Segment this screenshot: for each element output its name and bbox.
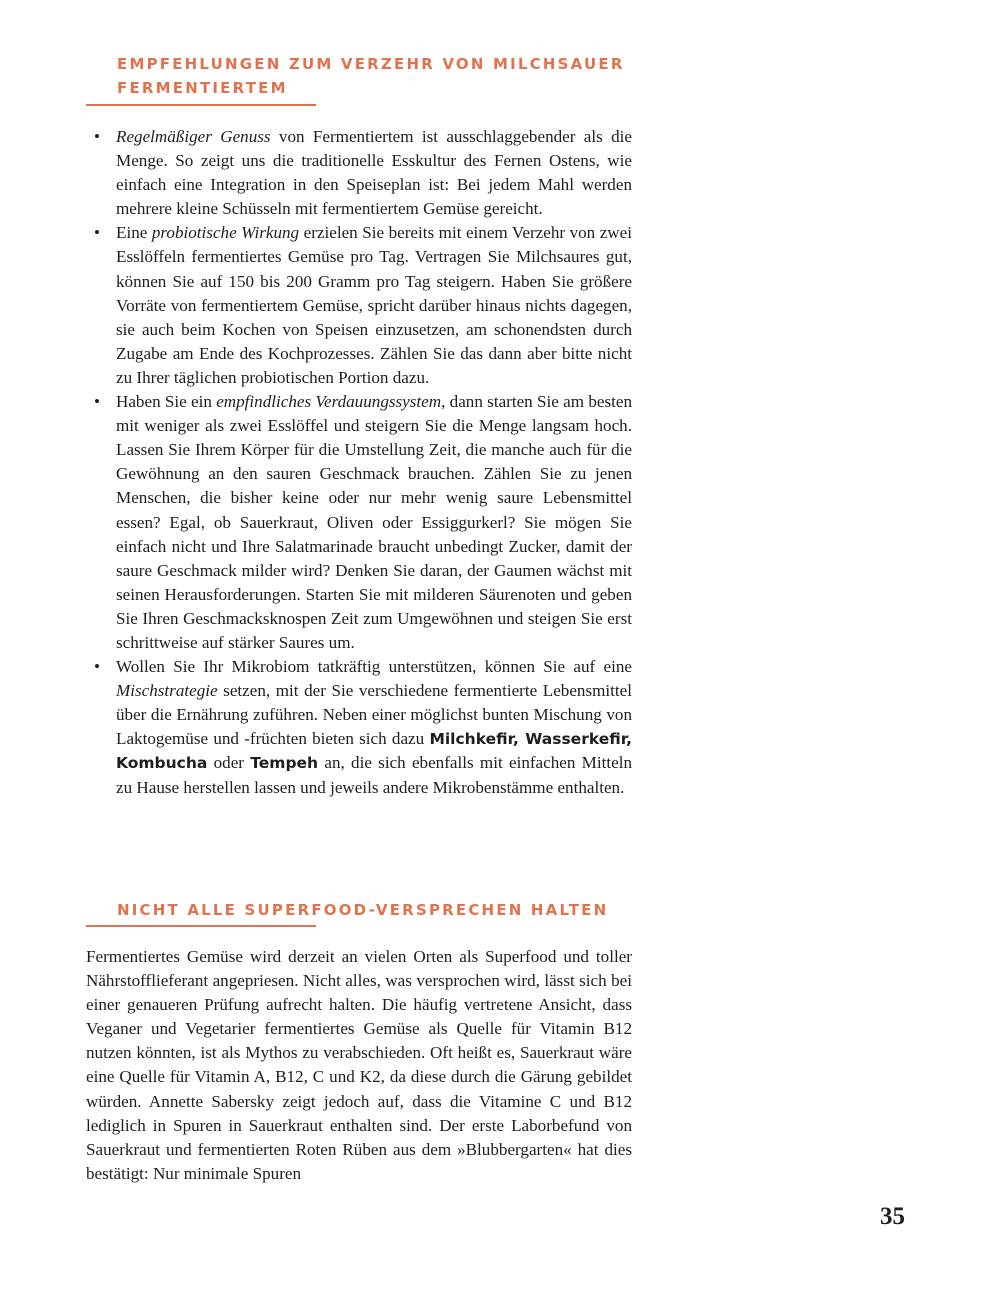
list-item-text: an, die sich ebenfalls mit einfachen Mitteln zu Hause herstellen lassen und jeweils andere Mikrobenstämme enthalten. (116, 753, 633, 797)
heading-line-1: EMPFEHLUNGEN ZUM VERZEHR VON MILCHSAUER (117, 55, 625, 73)
heading-line-2: FERMENTIERTEM (117, 79, 288, 97)
list-item (86, 125, 632, 221)
recommendation-list (86, 125, 632, 800)
bullet-icon: • (94, 127, 100, 146)
section-heading-recommendations (117, 52, 637, 100)
heading-underline (86, 104, 316, 106)
list-item-text: von Fermentiertem ist ausschlaggebender als die Menge. So zeigt uns die traditionelle Esskultur des Fernen Ostens, wie einfach eine Integration in den Speiseplan ist: Bei jedem Mahl werden mehrere kleine Schüsseln mit fermentiertem Gemüse gereicht. (116, 127, 632, 219)
bold-term: Tempeh (250, 754, 319, 773)
list-item-text: Haben Sie ein (116, 392, 217, 412)
italic-term: Mischstrategie (116, 681, 218, 701)
list-item-text: erzielen Sie bereits mit einem Verzehr von zwei Esslöffeln fermentiertes Gemüse pro Tag. Vertragen Sie Milchsaures gut, können Sie auf 150 bis 200 Gramm pro Tag steigern. Haben Sie größere Vorräte von fermentiertem Gemüse, spricht darüber hinaus nichts dagegen, sie auch beim Kochen von Speisen einzusetzen, am schonendsten durch Zugabe am Ende des Kochprozesses. Zählen Sie das dann aber bitte nicht zu Ihrer täglichen probiotischen Portion dazu. (116, 223, 632, 387)
body-paragraph: Fermentiertes Gemüse wird derzeit an vielen Orten als Superfood und toller Nährstofflieferant angepriesen. Nicht alles, was versprochen wird, lässt sich bei einer genaueren Prüfung aufrecht halten. Die häufig vertretene Ansicht, dass Veganer und Vegetarier fermentiertes Gemüse als Quelle für Vitamin B12 nutzen könnten, ist als Mythos zu verabschieden. Oft heißt es, Sauerkraut wäre eine Quelle für Vitamin A, B12, C und K2, da diese durch die Gärung gebildet würden. Annette Sabersky zeigt jedoch auf, dass die Vitamine C und B12 lediglich in Spuren in Sauerkraut enthalten sind. Der erste Laborbefund von Sauerkraut und fermentierten Roten Rüben aus dem »Blubbergarten« hat dies bestätigt: Nur minimale Spuren (86, 947, 632, 1183)
list-item-text: Eine (116, 223, 152, 243)
list-item-text: , dann starten Sie am besten mit weniger als zwei Esslöffel und steigern Sie die Menge langsam hoch. Lassen Sie Ihrem Körper für die Umstellung Zeit, die manche auch für die Gewöhnung an den sauren Geschmack brauchen. Zählen Sie zu jenen Menschen, die bisher keine oder nur mehr wenig saure Lebensmittel essen? Egal, ob Sauerkraut, Oliven oder Essiggurkerl? Sie mögen Sie einfach nicht und Ihre Salatmarinade braucht unbedingt Zucker, damit der saure Geschmack milder wird? Denken Sie daran, der Gaumen wächst mit seinen Herausforderungen. Starten Sie mit milderen Säurenoten und geben Sie Ihren Geschmacksknospen Zeit zum Umgewöhnen und steigen Sie erst schrittweise auf stärker Saures um. (116, 392, 632, 652)
bullet-icon: • (94, 223, 100, 243)
italic-term: probiotische Wirkung (151, 223, 300, 243)
bullet-icon: • (94, 657, 100, 677)
bullet-icon: • (94, 392, 100, 412)
heading-underline (86, 925, 316, 927)
page-number: 35 (880, 1203, 905, 1230)
list-item-text: oder (207, 753, 251, 773)
list-item (86, 655, 632, 800)
list-item (86, 390, 632, 655)
italic-term: Regelmäßiger Genuss (116, 127, 271, 146)
list-item-text: Wollen Sie Ihr Mikrobiom tatkräftig unterstützen, können Sie auf eine (116, 657, 632, 677)
bold-term: Milchkefir, Wasserkefir, Kombucha (116, 730, 632, 773)
section-heading-superfood: NICHT ALLE SUPERFOOD-VERSPRECHEN HALTEN (117, 901, 609, 919)
list-item-text: setzen, mit der Sie verschiedene fermentierte Lebensmittel über die Ernährung zuführen. Neben einer möglichst bunten Mischung von Laktogemüse und -früchten bieten sich dazu (116, 681, 632, 749)
italic-term: empfindliches Verdauungssystem (216, 392, 442, 412)
list-item (86, 221, 632, 390)
